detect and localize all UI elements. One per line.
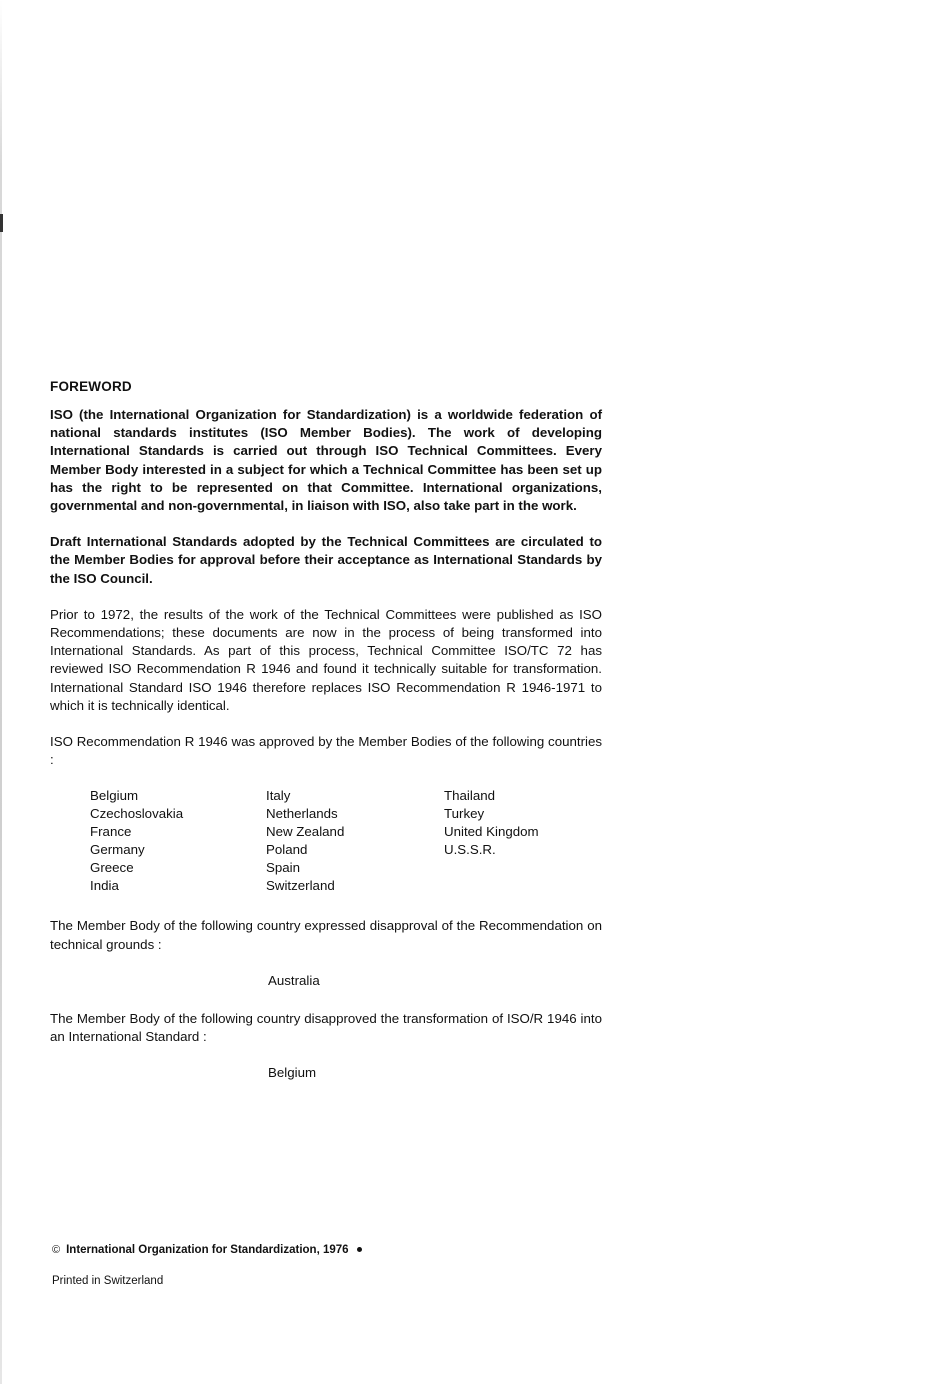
country-item: Spain [266,860,301,876]
printed-in-line: Printed in Switzerland [52,1275,164,1287]
country-item: Poland [266,842,308,858]
bullet-dot-icon [357,1247,362,1252]
foreword-paragraph-2: Draft International Standards adopted by the Technical Committees are circulated to the Member Bodies for approval before their acceptance as International Standards by the ISO Council. [50,534,602,586]
country-item: Belgium [90,788,139,804]
countries-column-2 [266,787,344,895]
copyright-line [52,1244,362,1256]
country-item: Thailand [444,788,496,804]
foreword-paragraph-4: ISO Recommendation R 1946 was approved by the Member Bodies of the following countries : [50,734,602,768]
disapproval-paragraph: The Member Body of the following country expressed disapproval of the Recommendation on technical grounds : [50,918,602,952]
countries-column-1 [90,787,183,895]
copyright-icon: © [52,1244,61,1256]
country-item: United Kingdom [444,824,539,840]
country-item: Switzerland [266,878,335,894]
countries-column-3 [444,787,539,859]
transformation-country: Belgium [268,1065,317,1081]
page-left-edge [0,0,2,1384]
foreword-section [50,378,602,1102]
transformation-paragraph: The Member Body of the following country disapproved the transformation of ISO/R 1946 into an International Standard : [50,1010,602,1045]
disapproval-country: Australia [268,972,320,988]
country-item: U.S.S.R. [444,842,496,858]
foreword-paragraph-1: ISO (the International Organization for Standardization) is a worldwide federation of national standards institutes (ISO Member Bodies). The work of developing International Standards is carried out through ISO Technical Committees. Every Member Body interested in a subject for which a Technical Committee has been set up has the right to be represented on that Committee. International organizations, governmental and non-governmental, in liaison with ISO, also take part in the work. [50,407,602,514]
country-item: France [90,824,132,840]
copyright-text: International Organization for Standardization, 1976 [66,1244,349,1256]
scan-mark [0,214,3,232]
country-item: Netherlands [266,806,338,822]
country-item: Turkey [444,806,485,822]
foreword-paragraph-3: Prior to 1972, the results of the work of the Technical Committees were published as ISO Recommendations; these documents are now in the process of being transformed into International Standards. As part of this process, Technical Committee ISO/TC 72 has reviewed ISO Recommendation R 1946 and found it technically suitable for transformation. International Standard ISO 1946 therefore replaces ISO Recommendation R 1946-1971 to which it is technically identical. [50,606,602,713]
foreword-heading: FOREWORD [50,379,132,394]
country-item: India [90,878,119,894]
country-item: New Zealand [266,824,345,840]
country-item: Italy [266,788,291,804]
country-item: Czechoslovakia [90,806,184,822]
country-item: Germany [90,842,145,858]
approving-countries-list [50,787,602,895]
country-item: Greece [90,860,134,876]
